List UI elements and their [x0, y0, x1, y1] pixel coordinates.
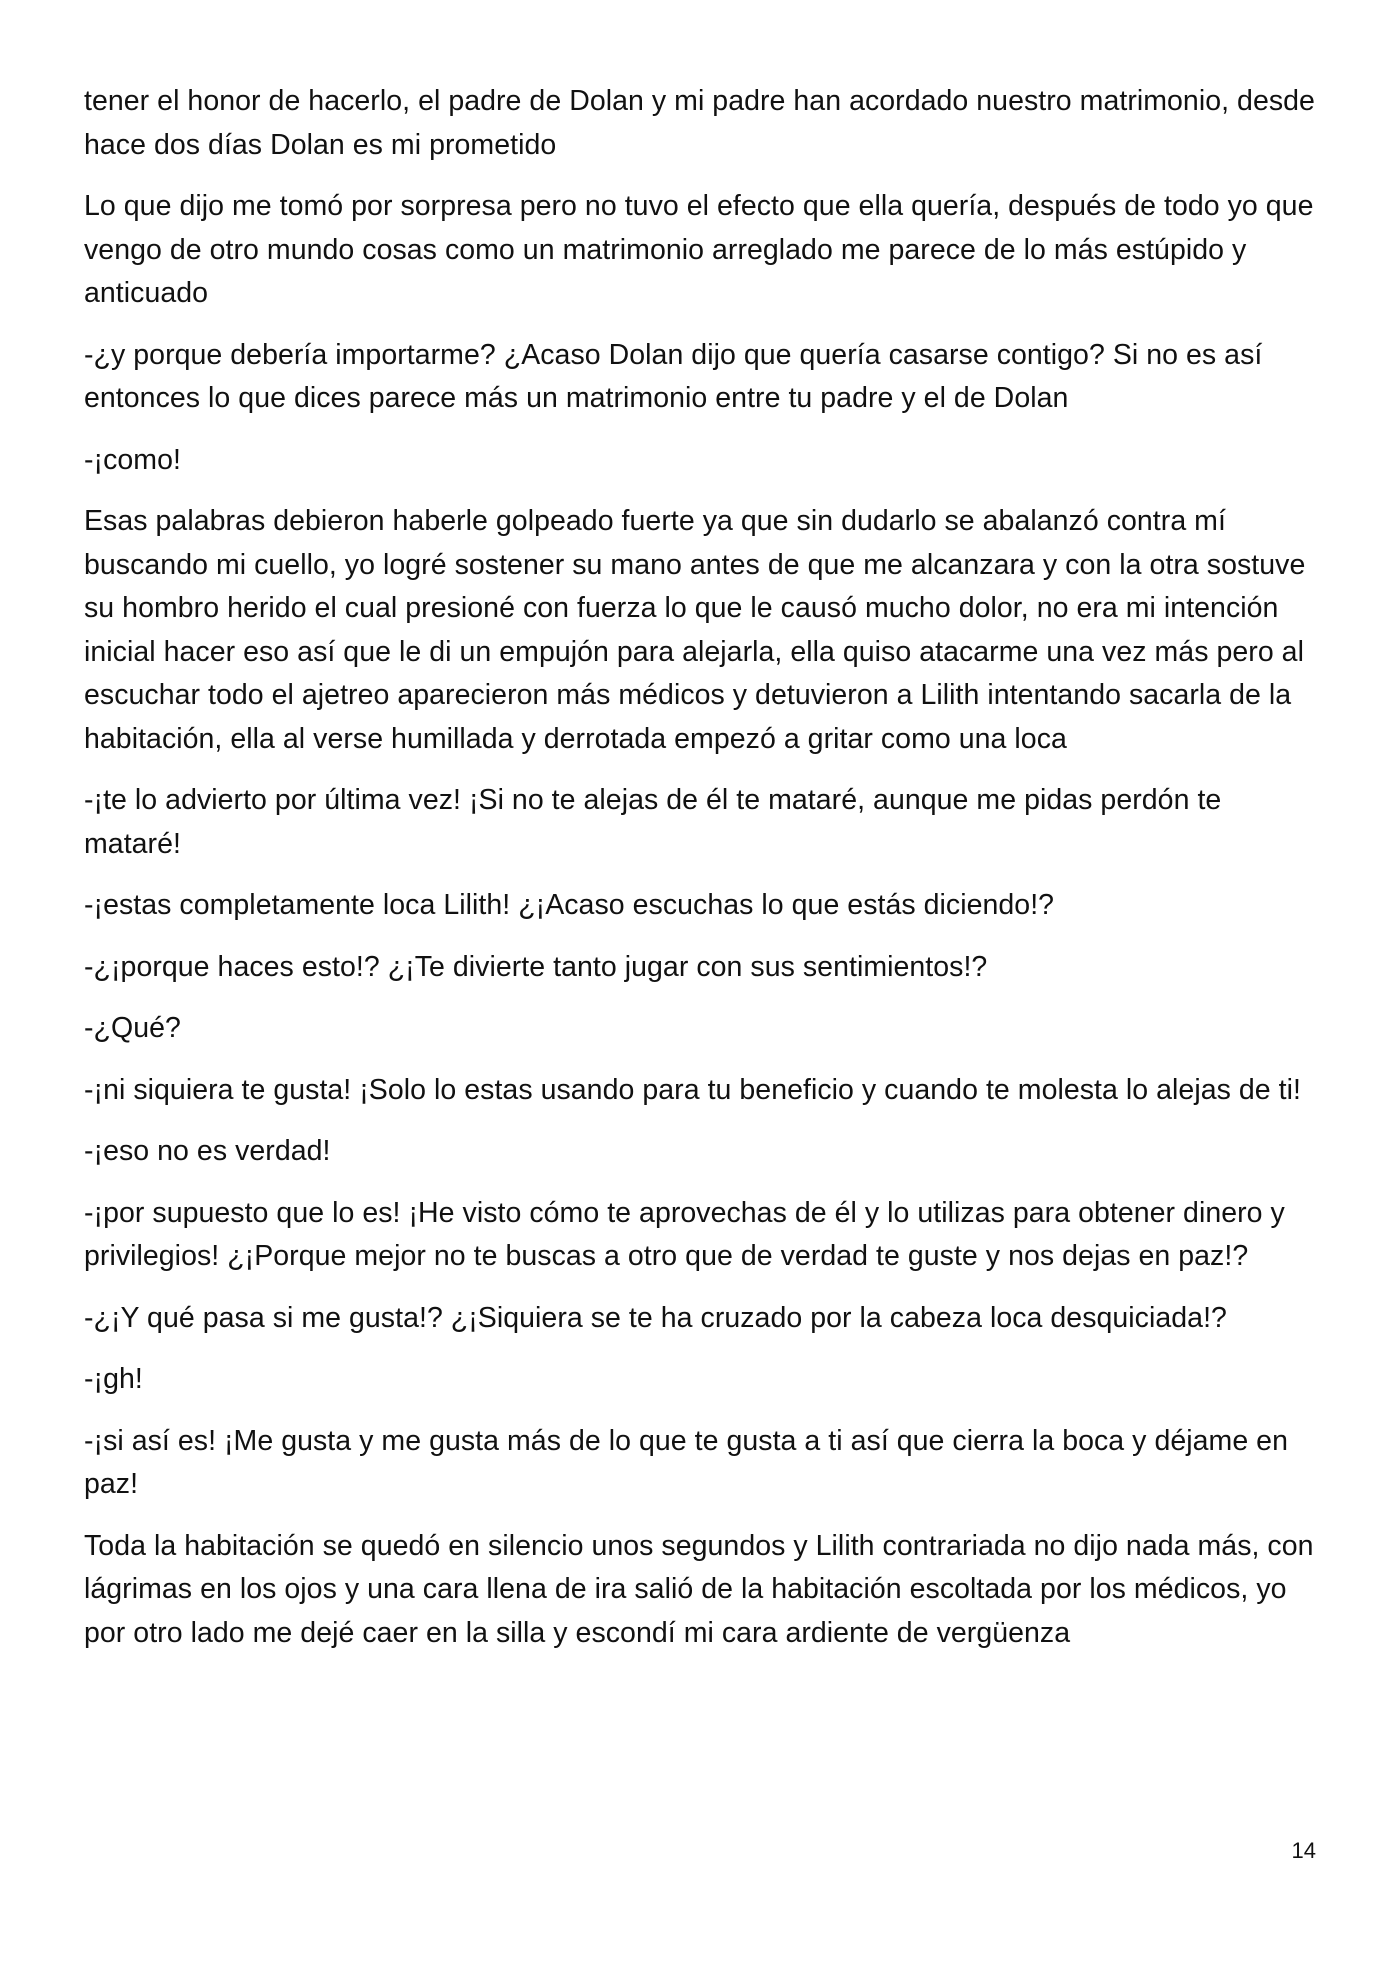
- paragraph-16: Toda la habitación se quedó en silencio unos segundos y Lilith contrariada no dijo nada más, con lágrimas en los ojos y una cara llena de ira salió de la habitación escoltada por los médicos, yo por otro lado me dejé caer en la silla y escondí mi cara ardiente de vergüenza: [84, 1529, 1314, 1649]
- paragraph-9: -¿Qué?: [84, 1012, 181, 1044]
- paragraph-5: Esas palabras debieron haberle golpeado fuerte ya que sin dudarlo se abalanzó contra mí buscando mi cuello, yo logré sostener su mano antes de que me alcanzara y con la otra sostuve su hombro herido el cual presioné con fuerza lo que le causó mucho dolor, no era mi intención inicial hacer eso así que le di un empujón para alejarla, ella quiso atacarme una vez más pero al escuchar todo el ajetreo aparecieron más médicos y detuvieron a Lilith intentando sacarla de la habitación, ella al verse humillada y derrotada empezó a gritar como una loca: [84, 505, 1306, 755]
- paragraph-8: -¿¡porque haces esto!? ¿¡Te divierte tanto jugar con sus sentimientos!?: [84, 950, 988, 983]
- paragraph-2: Lo que dijo me tomó por sorpresa pero no tuvo el efecto que ella quería, después de todo yo que vengo de otro mundo cosas como un matrimonio arreglado me parece de lo más estúpido y anticuado: [84, 190, 1314, 309]
- paragraph-14: -¡gh!: [84, 1363, 143, 1395]
- paragraph-11: -¡eso no es verdad!: [84, 1135, 331, 1167]
- paragraph-1: tener el honor de hacerlo, el padre de Dolan y mi padre han acordado nuestro matrimonio, desde hace dos días Dolan es mi prometido: [84, 85, 1315, 161]
- paragraph-10: -¡ni siquiera te gusta! ¡Solo lo estas usando para tu beneficio y cuando te molesta lo alejas de ti!: [84, 1073, 1301, 1106]
- paragraph-13: -¿¡Y qué pasa si me gusta!? ¿¡Siquiera se te ha cruzado por la cabeza loca desquiciada!?: [84, 1301, 1227, 1334]
- page-number: 14: [1291, 1838, 1316, 1863]
- paragraph-6: -¡te lo advierto por última vez! ¡Si no te alejas de él te mataré, aunque me pidas perdón te mataré!: [84, 784, 1222, 860]
- paragraph-12: -¡por supuesto que lo es! ¡He visto cómo te aprovechas de él y lo utilizas para obtener dinero y privilegios! ¿¡Porque mejor no te buscas a otro que de verdad te guste y nos dejas en paz!?: [84, 1196, 1285, 1272]
- paragraph-3: -¿y porque debería importarme? ¿Acaso Dolan dijo que quería casarse contigo? Si no es así entonces lo que dices parece más un matrimonio entre tu padre y el de Dolan: [84, 338, 1263, 414]
- page-body: [84, 80, 1324, 1673]
- paragraph-7: -¡estas completamente loca Lilith! ¿¡Acaso escuchas lo que estás diciendo!?: [84, 889, 1055, 921]
- paragraph-4: -¡como!: [84, 443, 181, 476]
- paragraph-15: -¡si así es! ¡Me gusta y me gusta más de lo que te gusta a ti así que cierra la boca y déjame en paz!: [84, 1424, 1288, 1500]
